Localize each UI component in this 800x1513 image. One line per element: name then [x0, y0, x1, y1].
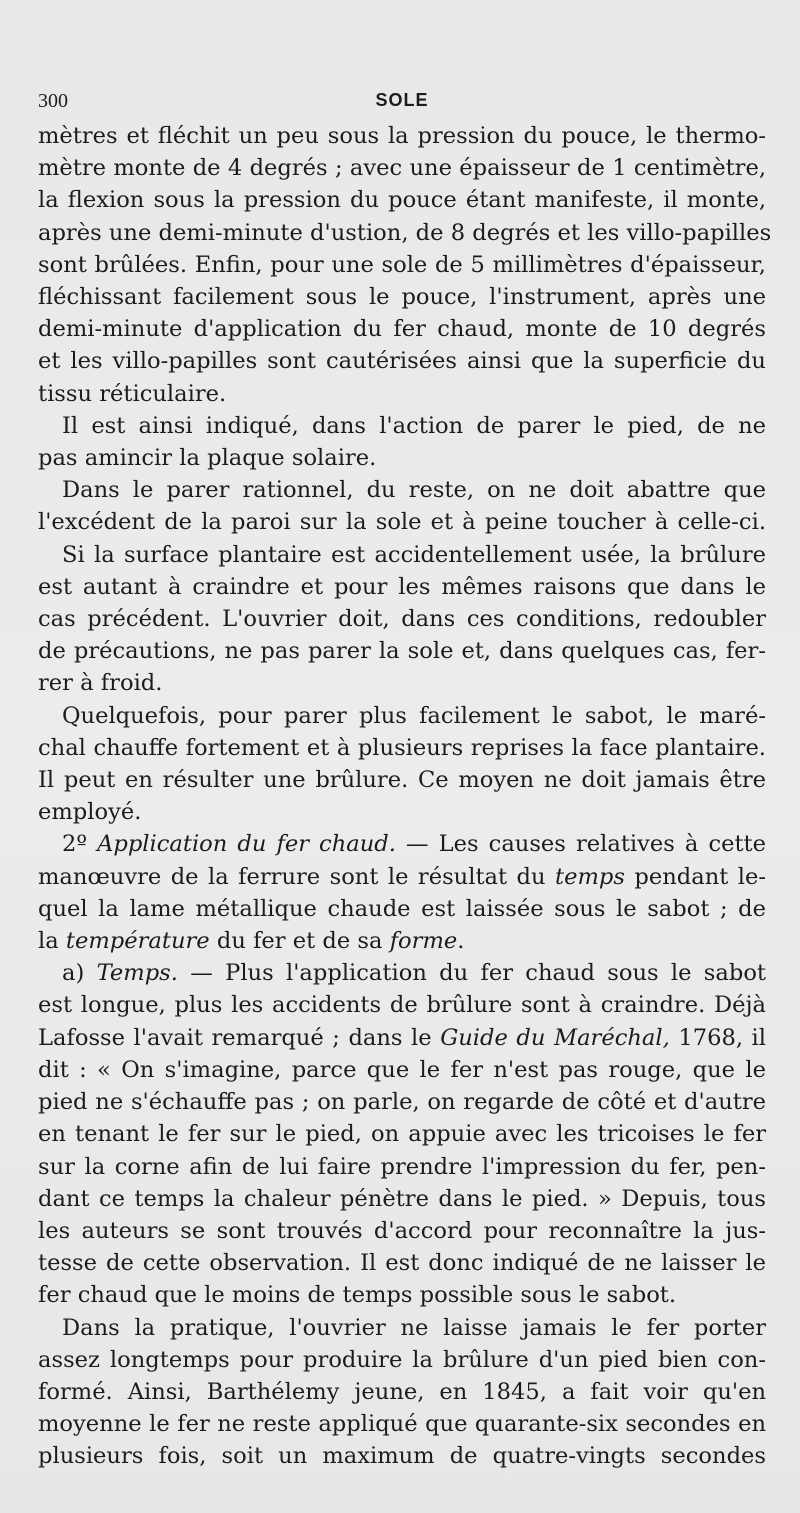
book-title: Guide du Maréchal,	[440, 1024, 670, 1051]
page-number: 300	[38, 90, 68, 112]
text-line: assez longtemps pour produire la brûlure d'un pied bien con-	[38, 1346, 766, 1373]
text-line: fer chaud que le moins de temps possible sous le sabot.	[38, 1282, 677, 1309]
text-line: Il peut en résulter une brûlure. Ce moyen ne doit jamais être	[38, 767, 766, 794]
text-line: de précautions, ne pas parer la sole et, dans quelques cas, fer-	[38, 638, 766, 665]
paragraph-8	[38, 1312, 766, 1473]
text-line: plusieurs fois, soit un maximum de quatre-vingts secondes	[38, 1443, 766, 1470]
text-line: demi-minute d'application du fer chaud, monte de 10 degrés	[38, 316, 766, 343]
text-line: Lafosse l'avait remarqué ; dans le Guide du Maréchal, 1768, il	[38, 1024, 767, 1051]
text-line: pied ne s'échauffe pas ; on parle, on regarde de côté et d'autre	[38, 1089, 766, 1116]
text-line: quel la lame métallique chaude est laissée sous le sabot ; de	[38, 895, 766, 922]
text-line: dant ce temps la chaleur pénètre dans le pied. » Depuis, tous	[38, 1185, 766, 1212]
subsection-heading: Temps.	[96, 960, 178, 987]
text-line: cas précédent. L'ouvrier doit, dans ces conditions, redoubler	[38, 606, 766, 633]
text-line: sont brûlées. Enfin, pour une sole de 5 millimètres d'épaisseur,	[38, 251, 766, 278]
running-title: SOLE	[375, 90, 429, 110]
text-line: mètres et fléchit un peu sous la pression du pouce, le thermo-	[38, 123, 766, 149]
text-line: manœuvre de la ferrure sont le résultat du temps pendant le-	[38, 863, 767, 890]
text-line: est autant à craindre et pour les mêmes raisons que dans le	[38, 573, 766, 600]
text-line: Dans la pratique, l'ouvrier ne laisse jamais le fer porter	[62, 1314, 766, 1341]
running-head	[38, 88, 766, 120]
text-line: rer à froid.	[38, 670, 163, 697]
text-line: pas amincir la plaque solaire.	[38, 445, 377, 472]
text-line: formé. Ainsi, Barthélemy jeune, en 1845, a fait voir qu'en	[38, 1378, 766, 1405]
text-line: sur la corne afin de lui faire prendre l'impression du fer, pen-	[38, 1153, 766, 1180]
paragraph-5	[38, 700, 766, 829]
text-line: tesse de cette observation. Il est donc indiqué de ne laisser le	[38, 1250, 766, 1277]
text-line: les auteurs se sont trouvés d'accord pour reconnaître la jus-	[38, 1217, 766, 1244]
text-line: est longue, plus les accidents de brûlure sont à craindre. Déjà	[38, 992, 766, 1019]
body-text	[38, 120, 772, 1473]
text-line: moyenne le fer ne reste appliqué que quarante-six secondes en	[38, 1411, 766, 1438]
text-line: et les villo-papilles sont cautérisées ainsi que la superficie du	[38, 348, 766, 375]
paragraph-4	[38, 539, 766, 700]
section-number: 2º	[62, 831, 87, 858]
text-line: en tenant le fer sur le pied, on appuie avec les tricoises le fer	[38, 1121, 766, 1148]
text-line: tissu réticulaire.	[38, 380, 227, 407]
paragraph-7	[38, 957, 766, 1311]
text-line: la flexion sous la pression du pouce étant manifeste, il monte,	[38, 187, 766, 214]
text-line: 2º Application du fer chaud. — Les causes relatives à cette	[62, 831, 766, 858]
text-line: a) Temps. — Plus l'application du fer chaud sous le sabot	[62, 960, 766, 987]
paragraph-1	[38, 120, 772, 410]
text-line: Quelquefois, pour parer plus facilement le sabot, le maré-	[62, 702, 766, 729]
text-line: l'excédent de la paroi sur la sole et à peine toucher à celle-ci.	[38, 509, 766, 536]
section-heading: Application du fer chaud.	[97, 831, 396, 858]
text-line: Si la surface plantaire est accidentellement usée, la brûlure	[62, 541, 766, 568]
text-line: chal chauffe fortement et à plusieurs reprises la face plantaire.	[38, 734, 766, 761]
text-line: employé.	[38, 799, 142, 826]
text-line: fléchissant facilement sous le pouce, l'instrument, après une	[38, 284, 766, 311]
paragraph-3	[38, 474, 766, 538]
text-line: Il est ainsi indiqué, dans l'action de parer le pied, de ne	[62, 412, 766, 439]
paragraph-6	[38, 828, 766, 957]
text-line: dit : « On s'imagine, parce que le fer n'est pas rouge, que le	[38, 1056, 766, 1083]
text-line: après une demi-minute d'ustion, de 8 degrés et les villo-papilles	[38, 219, 772, 246]
text-line: Dans le parer rationnel, du reste, on ne doit abattre que	[62, 477, 766, 504]
paragraph-2	[38, 410, 766, 474]
text-line: mètre monte de 4 degrés ; avec une épaisseur de 1 centimètre,	[38, 155, 766, 182]
text-line: la température du fer et de sa forme.	[38, 928, 465, 955]
